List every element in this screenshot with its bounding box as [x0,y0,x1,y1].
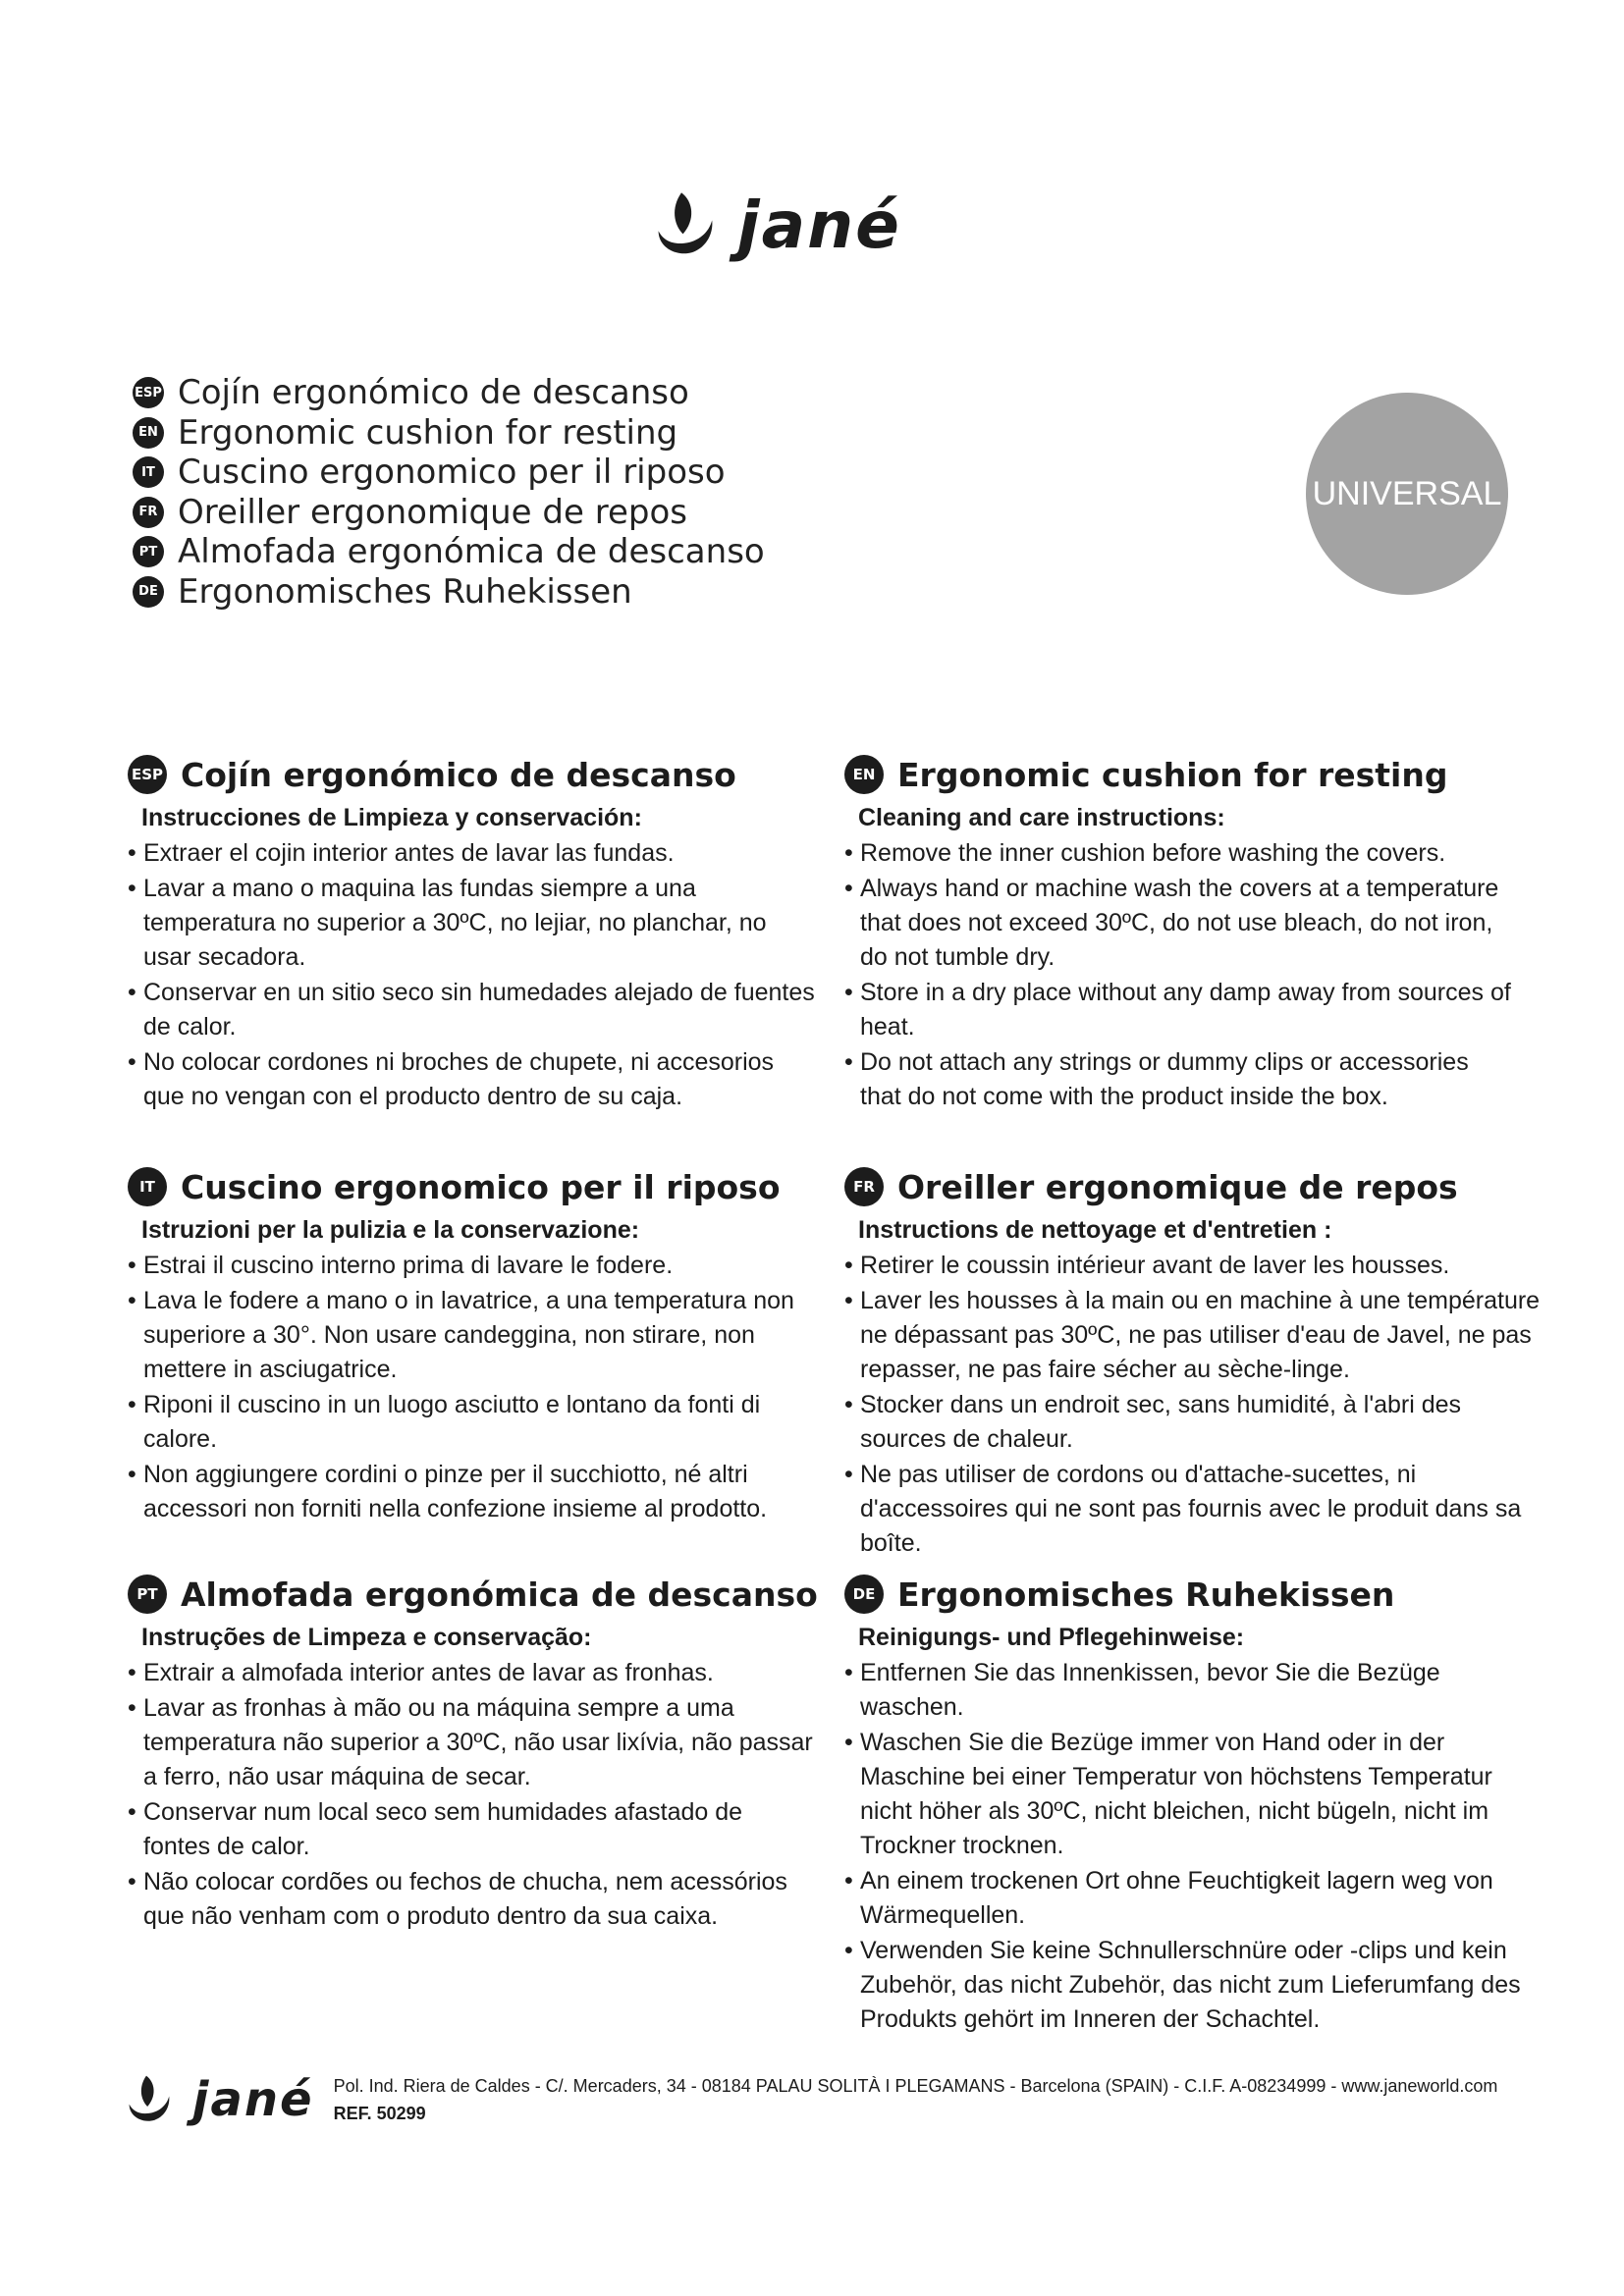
footer-ref: REF. 50299 [333,2104,426,2123]
it-flag-icon: IT [133,456,164,488]
list-item: • Waschen Sie die Bezüge immer von Hand oder in der Maschine bei einer Temperatur von höchstens Temperatur nicht höher als 30ºC, nicht bleichen, nicht bügeln, nicht im Trockner trocknen. [844,1726,1532,1863]
brand-name: jané [192,2072,314,2127]
it-flag-icon: IT [128,1167,167,1206]
fr-flag-icon: FR [844,1167,884,1206]
language-title: Cuscino ergonomico per il riposo [178,453,726,493]
language-item-it [133,453,765,493]
section-subtitle: Cleaning and care instructions: [858,804,1225,831]
list-item: • Conservar en un sitio seco sin humedades alejado de fuentes de calor. [128,976,815,1044]
header-logo [643,187,997,275]
esp-flag-icon: ESP [133,377,164,408]
brand-name: jané [737,187,901,263]
language-title-list [133,373,765,612]
language-title: Ergonomic cushion for resting [178,412,678,453]
list-item: • Estrai il cuscino interno prima di lavare le fodere. [128,1249,815,1283]
pt-flag-icon: PT [128,1575,167,1614]
list-item: • Lavar a mano o maquina las fundas siempre a una temperatura no superior a 30ºC, no lejiar, no planchar, no usar secadora. [128,872,815,975]
language-title: Ergonomisches Ruhekissen [178,571,632,612]
section-esp [128,751,815,1115]
list-item: • Store in a dry place without any damp away from sources of heat. [844,976,1512,1044]
de-flag-icon: DE [133,576,164,608]
section-it [128,1163,815,1527]
list-item: • Extrair a almofada interior antes de lavar as fronhas. [128,1656,815,1690]
language-title: Cojín ergonómico de descanso [178,373,689,413]
section-en [844,751,1512,1115]
language-item-de [133,572,765,613]
fr-flag-icon: FR [133,497,164,528]
language-title: Almofada ergonómica de descanso [178,532,765,572]
list-item: • Laver les housses à la main ou en machine à une température ne dépassant pas 30ºC, ne pas utiliser d'eau de Javel, ne pas repasser, ne pas faire sécher au sèche-linge. [844,1284,1551,1387]
list-item: • Do not attach any strings or dummy clips or accessories that do not come with the product inside the box. [844,1045,1512,1114]
list-item: • Conservar num local seco sem humidades afastado de fontes de calor. [128,1795,815,1864]
list-item: • Stocker dans un endroit sec, sans humidité, à l'abri des sources de chaleur. [844,1388,1551,1457]
list-item: • An einem trockenen Ort ohne Feuchtigkeit lagern weg von Wärmequellen. [844,1864,1532,1933]
list-item: • Lava le fodere a mano o in lavatrice, a una temperatura non superiore a 30°. Non usare candeggina, non stirare, non mettere in asciugatrice. [128,1284,815,1387]
section-subtitle: Instruções de Limpeza e conservação: [141,1624,592,1651]
language-item-esp [133,373,765,413]
list-item: • Lavar as fronhas à mão ou na máquina sempre a uma temperatura não superior a 30ºC, não usar lixívia, não passar a ferro, não usar máquina de secar. [128,1691,815,1794]
section-title: Cojín ergonómico de descanso [181,755,736,794]
list-item: • Non aggiungere cordini o pinze per il succhiotto, né altri accessori non forniti nella confezione insieme al prodotto. [128,1458,815,1526]
en-flag-icon: EN [844,755,884,794]
section-title: Ergonomic cushion for resting [897,755,1448,794]
jane-logo-icon [643,187,720,263]
list-item: • Retirer le coussin intérieur avant de laver les housses. [844,1249,1551,1283]
section-subtitle: Istruzioni per la pulizia e la conservazione: [141,1216,640,1244]
section-title: Cuscino ergonomico per il riposo [181,1167,781,1206]
footer-logo [118,2071,334,2128]
language-title: Oreiller ergonomique de repos [178,492,687,532]
section-fr [844,1163,1551,1562]
list-item: • Verwenden Sie keine Schnullerschnüre oder -clips und kein Zubehör, das nicht Zubehör, das nicht zum Lieferumfang des Produkts gehört im Inneren der Schachtel. [844,1934,1532,2037]
language-item-en [133,413,765,454]
esp-flag-icon: ESP [128,755,167,794]
section-de [844,1571,1532,2038]
universal-badge: UNIVERSAL [1306,393,1508,595]
section-title: Ergonomisches Ruhekissen [897,1575,1395,1614]
section-title: Almofada ergonómica de descanso [181,1575,818,1614]
list-item: • No colocar cordones ni broches de chupete, ni accesorios que no vengan con el producto dentro de su caja. [128,1045,815,1114]
language-item-pt [133,532,765,572]
list-item: • Extraer el cojin interior antes de lavar las fundas. [128,836,815,871]
de-flag-icon: DE [844,1575,884,1614]
list-item: • Ne pas utiliser de cordons ou d'attache-sucettes, ni d'accessoires qui ne sont pas fournis avec le produit dans sa boîte. [844,1458,1551,1561]
list-item: • Always hand or machine wash the covers at a temperature that does not exceed 30ºC, do not use bleach, do not iron, do not tumble dry. [844,872,1512,975]
list-item: • Entfernen Sie das Innenkissen, bevor Sie die Bezüge waschen. [844,1656,1532,1725]
list-item: • Remove the inner cushion before washing the covers. [844,836,1512,871]
footer-address: Pol. Ind. Riera de Caldes - C/. Mercaders, 34 - 08184 PALAU SOLITÀ I PLEGAMANS - Barcelona (SPAIN) - C.I.F. A-08234999 - www.janeworld.com [333,2076,1498,2096]
section-title: Oreiller ergonomique de repos [897,1167,1458,1206]
section-pt [128,1571,818,1935]
jane-logo-icon [118,2071,175,2128]
section-subtitle: Instructions de nettoyage et d'entretien : [858,1216,1332,1244]
section-subtitle: Reinigungs- und Pflegehinweise: [858,1624,1245,1651]
language-item-fr [133,493,765,533]
en-flag-icon: EN [133,417,164,449]
section-subtitle: Instrucciones de Limpieza y conservación: [141,804,642,831]
list-item: • Riponi il cuscino in un luogo asciutto e lontano da fonti di calore. [128,1388,815,1457]
pt-flag-icon: PT [133,536,164,567]
footer [118,2071,1532,2128]
list-item: • Não colocar cordões ou fechos de chucha, nem acessórios que não venham com o produto dentro da sua caixa. [128,1865,815,1934]
